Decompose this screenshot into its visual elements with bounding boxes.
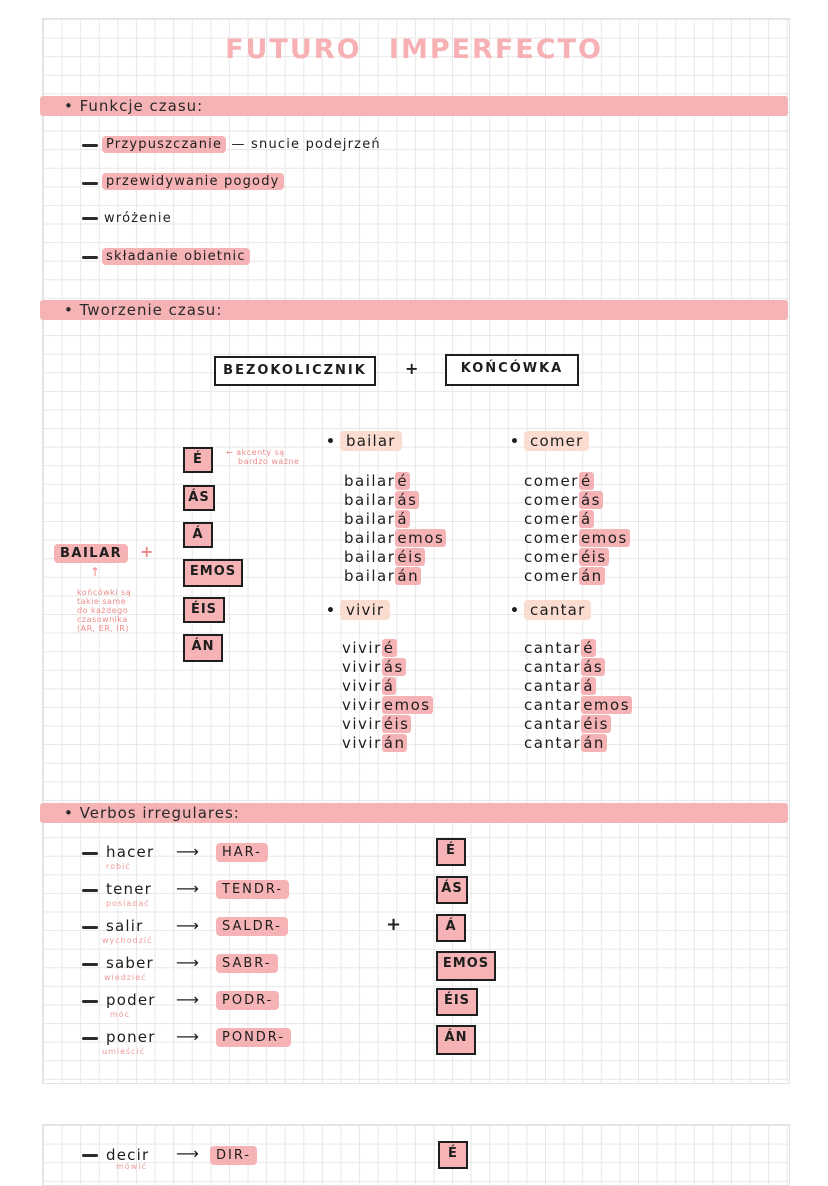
conjugation-bailar: bailar é bailar ás bailar á bailar emos bailar éis bailar án — [344, 472, 445, 585]
arrow-up-icon: ↑ — [90, 565, 101, 579]
bullet-dash — [82, 1000, 98, 1003]
irregular-stem-decir: DIR- — [210, 1146, 257, 1165]
irregular-verb: salir — [106, 917, 144, 935]
ending-box: É — [183, 447, 213, 473]
irregular-stem: SALDR- — [216, 917, 288, 936]
page-title: FUTURO IMPERFECTO — [225, 34, 603, 65]
irregular-gloss: móc — [110, 1010, 131, 1019]
irregular-stem: TENDR- — [216, 880, 289, 899]
irregular-verb: saber — [106, 954, 154, 972]
irregular-verb: poder — [106, 991, 156, 1009]
conjugation-vivir: vivir é vivir ás vivir á vivir emos vivir éis vivir án — [342, 639, 431, 752]
irregular-stem: PONDR- — [216, 1028, 291, 1047]
arrow-right-icon: ⟶ — [176, 842, 199, 861]
function-item: składanie obietnic — [102, 249, 250, 264]
irregular-stem: HAR- — [216, 843, 268, 862]
function-item: wróżenie — [104, 211, 172, 226]
irregular-gloss: wychodzić — [102, 936, 153, 945]
example-verb-bailar: BAILAR — [54, 544, 128, 563]
bullet-dash — [82, 256, 98, 259]
irregular-verb-decir: decir — [106, 1146, 150, 1164]
irregular-gloss: posiadać — [106, 899, 150, 908]
irregular-ending-box: É — [436, 838, 466, 866]
irregular-ending-box: EMOS — [436, 951, 496, 981]
verb-block-cantar: • cantar — [510, 600, 591, 619]
verb-block-comer: • comer — [510, 431, 589, 450]
irregular-gloss: robić — [106, 862, 131, 871]
example-plus: + — [140, 542, 154, 561]
verb-block-bailar: • bailar — [326, 431, 402, 450]
bullet-dash — [82, 1154, 98, 1157]
arrow-right-icon: ⟶ — [176, 1027, 199, 1046]
irregular-ending-box: É — [438, 1141, 468, 1169]
ending-box: ÉIS — [183, 597, 225, 623]
irregular-verb: poner — [106, 1028, 156, 1046]
bullet-dash — [82, 1037, 98, 1040]
ending-box: Á — [183, 522, 213, 548]
irregular-verb: hacer — [106, 843, 155, 861]
function-item: przewidywanie pogody — [102, 174, 284, 189]
ending-box: ÁS — [183, 485, 215, 511]
irregular-gloss: umieścić — [102, 1047, 146, 1056]
irregular-stem: PODR- — [216, 991, 279, 1010]
arrow-right-icon: ⟶ — [176, 916, 199, 935]
bullet-dash — [82, 889, 98, 892]
ending-box: EMOS — [183, 559, 243, 587]
bullet-dash — [82, 144, 98, 147]
bullet-dash — [82, 926, 98, 929]
irregular-ending-box: Á — [436, 914, 466, 942]
section-heading-irregulares: • Verbos irregulares: — [64, 804, 240, 822]
bullet-dash — [82, 182, 98, 185]
grid-paper-page-2 — [42, 1124, 790, 1186]
ending-box: ÁN — [183, 634, 223, 662]
conjugation-comer: comer é comer ás comer á comer emos comer éis comer án — [524, 472, 628, 585]
endings-note: końcówki są takie same do każdego czasownika (AR, ER, IR) — [77, 588, 132, 633]
verb-block-vivir: • vivir — [326, 600, 390, 619]
arrow-right-icon: ⟶ — [176, 879, 199, 898]
irregular-gloss-decir: mówić — [116, 1162, 147, 1171]
formula-plus: + — [405, 359, 419, 378]
irregular-plus: + — [386, 914, 402, 935]
irregular-ending-box: ÉIS — [436, 988, 478, 1016]
section-heading-funkcje: • Funkcje czasu: — [64, 97, 204, 115]
accent-note: ← akcenty są bardzo ważne — [226, 448, 300, 466]
irregular-ending-box: ÁN — [436, 1025, 476, 1055]
bullet-dash — [82, 963, 98, 966]
bullet-dash — [82, 852, 98, 855]
irregular-stem: SABR- — [216, 954, 278, 973]
irregular-ending-box: ÁS — [436, 876, 468, 904]
arrow-right-icon: ⟶ — [176, 990, 199, 1009]
arrow-right-icon: ⟶ — [176, 953, 199, 972]
bullet-dash — [82, 217, 98, 220]
section-heading-tworzenie: • Tworzenie czasu: — [64, 301, 223, 319]
irregular-gloss: wiedzieć — [104, 973, 147, 982]
conjugation-cantar: cantar é cantar ás cantar á cantar emos cantar éis cantar án — [524, 639, 631, 752]
arrow-right-icon: ⟶ — [176, 1144, 199, 1163]
function-item: Przypuszczanie — snucie podejrzeń — [102, 137, 381, 152]
irregular-verb: tener — [106, 880, 153, 898]
formula-infinitive-box: BEZOKOLICZNIK — [214, 356, 376, 386]
formula-ending-box: KOŃCÓWKA — [445, 354, 579, 386]
